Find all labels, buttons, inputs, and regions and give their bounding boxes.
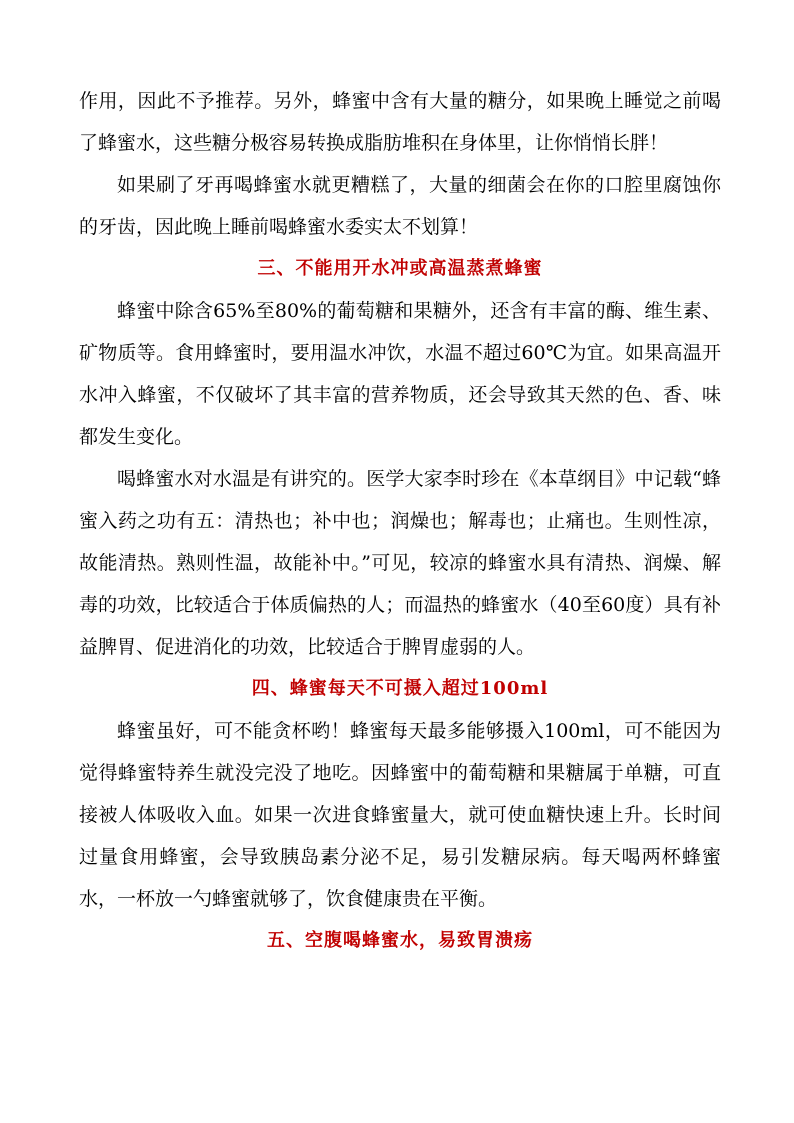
body-paragraph: 作用，因此不予推荐。另外，蜂蜜中含有大量的糖分，如果晚上睡觉之前喝了蜂蜜水，这些糖分极容易转换成脂肪堆积在身体里，让你悄悄长胖！ xyxy=(79,90,721,154)
section-heading: 四、蜂蜜每天不可摄入超过100ml xyxy=(251,678,549,699)
document-body xyxy=(79,80,721,962)
body-paragraph: 蜂蜜虽好，可不能贪杯哟！蜂蜜每天最多能够摄入100ml，可不能因为觉得蜂蜜特养生就没完没了地吃。因蜂蜜中的葡萄糖和果糖属于单糖，可直接被人体吸收入血。如果一次进食蜂蜜量大，就可使血糖快速上升。长时间过量食用蜂蜜，会导致胰岛素分泌不足，易引发糖尿病。每天喝两杯蜂蜜水，一杯放一勺蜂蜜就够了，饮食健康贵在平衡。 xyxy=(79,720,721,910)
body-paragraph: 如果刷了牙再喝蜂蜜水就更糟糕了，大量的细菌会在你的口腔里腐蚀你的牙齿，因此晚上睡前喝蜂蜜水委实太不划算！ xyxy=(79,174,721,238)
body-paragraph: 喝蜂蜜水对水温是有讲究的。医学大家李时珍在《本草纲目》中记载“蜂蜜入药之功有五：清热也；补中也；润燥也；解毒也；止痛也。生则性凉，故能清热。熟则性温，故能补中。”可见，较凉的蜂蜜水具有清热、润燥、解毒的功效，比较适合于体质偏热的人；而温热的蜂蜜水（40至60度）具有补益脾胃、促进消化的功效，比较适合于脾胃虚弱的人。 xyxy=(79,468,721,658)
section-heading: 五、空腹喝蜂蜜水，易致胃溃疡 xyxy=(267,930,533,951)
section-heading: 三、不能用开水冲或高温蒸煮蜂蜜 xyxy=(257,258,543,279)
body-paragraph: 蜂蜜中除含65%至80%的葡萄糖和果糖外，还含有丰富的酶、维生素、矿物质等。食用蜂蜜时，要用温水冲饮，水温不超过60℃为宜。如果高温开水冲入蜂蜜，不仅破坏了其丰富的营养物质，还会导致其天然的色、香、味都发生变化。 xyxy=(79,300,721,448)
